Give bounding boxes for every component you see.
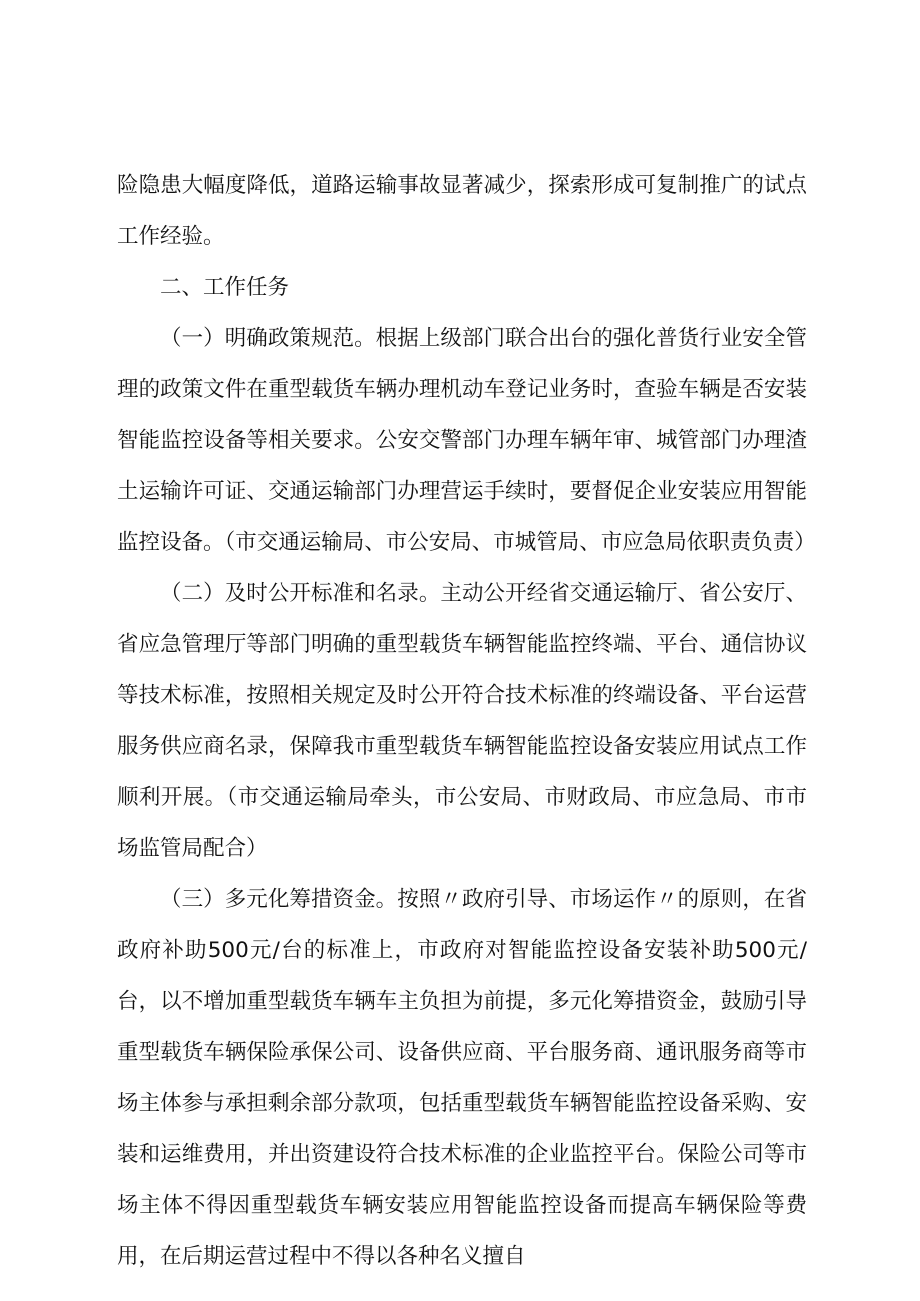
paragraph-task-3: （三）多元化筹措资金。按照〃政府引导、市场运作〃的原则，在省政府补助500元/台的标准上，市政府对智能监控设备安装补助500元/台，以不增加重型载货车辆车主负担为前提，多元化筹措资金，鼓励引导重型载货车辆保险承保公司、设备供应商、平台服务商、通讯服务商等市场主体参与承担剩余部分款项，包括重型载货车辆智能监控设备采购、安装和运维费用，并出资建设符合技术标准的企业监控平台。保险公司等市场主体不得因重型载货车辆安装应用智能监控设备而提高车辆保险等费用，在后期运营过程中不得以各种名义擅自 xyxy=(117,887,807,1269)
section-heading: 二、工作任务 xyxy=(160,275,290,300)
paragraph-task-1: （一）明确政策规范。根据上级部门联合出台的强化普货行业安全管理的政策文件在重型载货车辆办理机动车登记业务时，查验车辆是否安装智能监控设备等相关要求。公安交警部门办理车辆年审、城管部门办理渣土运输许可证、交通运输部门办理营运手续时，要督促企业安装应用智能监控设备。（市交通运输局、市公安局、市城管局、市应急局依职责负责） xyxy=(117,326,816,555)
paragraph-continuation: 险隐患大幅度降低，道路运输事故显著减少，探索形成可复制推广的试点工作经验。 xyxy=(117,173,807,249)
document-body xyxy=(117,160,816,1282)
paragraph-task-2: （二）及时公开标准和名录。主动公开经省交通运输厅、省公安厅、省应急管理厅等部门明确的重型载货车辆智能监控终端、平台、通信协议等技术标准，按照相关规定及时公开符合技术标准的终端设备、平台运营服务供应商名录，保障我市重型载货车辆智能监控设备安装应用试点工作顺利开展。（市交通运输局牵头，市公安局、市财政局、市应急局、市市场监管局配合） xyxy=(117,581,807,861)
